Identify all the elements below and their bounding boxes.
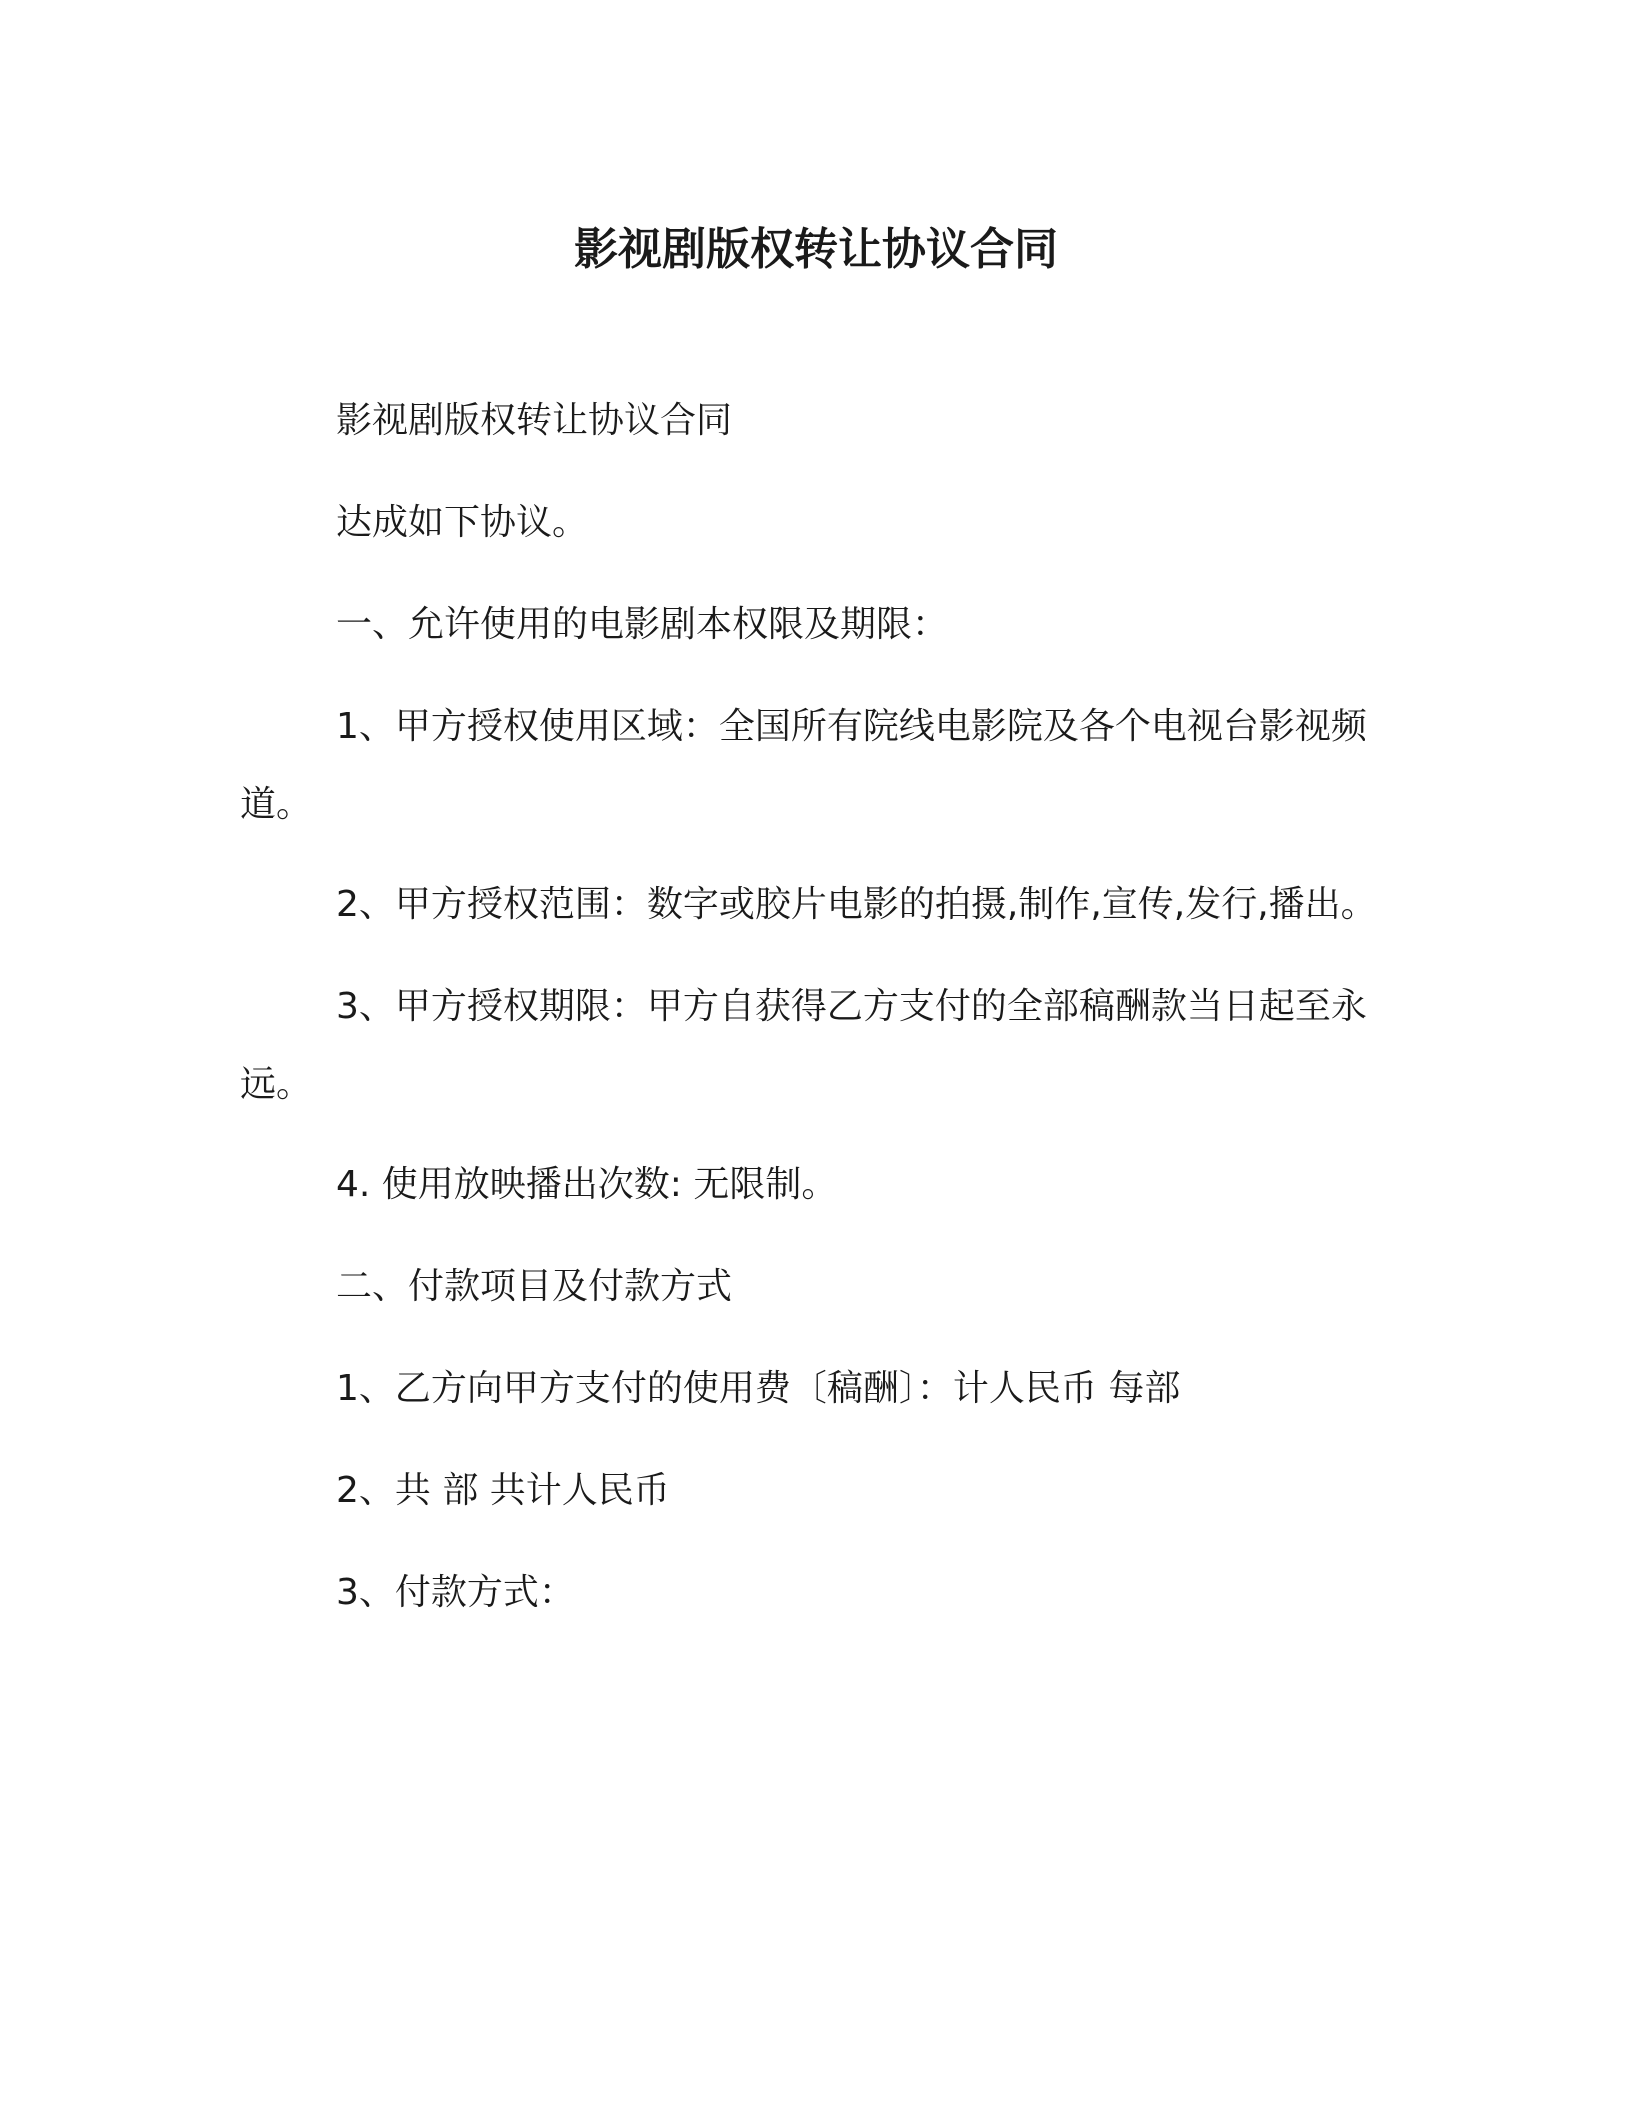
paragraph-subtitle: 影视剧版权转让协议合同 (336, 400, 733, 441)
clause-2-2: 2、共 部 共计人民币 (336, 1470, 670, 1511)
clause-1-3: 3、甲方授权期限：甲方自获得乙方支付的全部稿酬款当日起至永远。 (240, 986, 1367, 1105)
paragraph-agreement: 达成如下协议。 (336, 502, 589, 543)
section-heading-2: 二、付款项目及付款方式 (336, 1266, 733, 1307)
clause-2-1: 1、乙方向甲方支付的使用费〔稿酬〕：计人民币 每部 (336, 1368, 1181, 1409)
clause-2-3: 3、付款方式： (336, 1572, 575, 1613)
section-heading-1: 一、允许使用的电影剧本权限及期限： (336, 604, 949, 645)
clause-1-2: 2、甲方授权范围：数字或胶片电影的拍摄,制作,宣传,发行,播出。 (336, 884, 1377, 925)
document-title: 影视剧版权转让协议合同 (574, 224, 1058, 275)
clause-1-1: 1、甲方授权使用区域：全国所有院线电影院及各个电视台影视频道。 (240, 706, 1367, 825)
clause-1-4: 4. 使用放映播出次数: 无限制。 (336, 1164, 838, 1205)
